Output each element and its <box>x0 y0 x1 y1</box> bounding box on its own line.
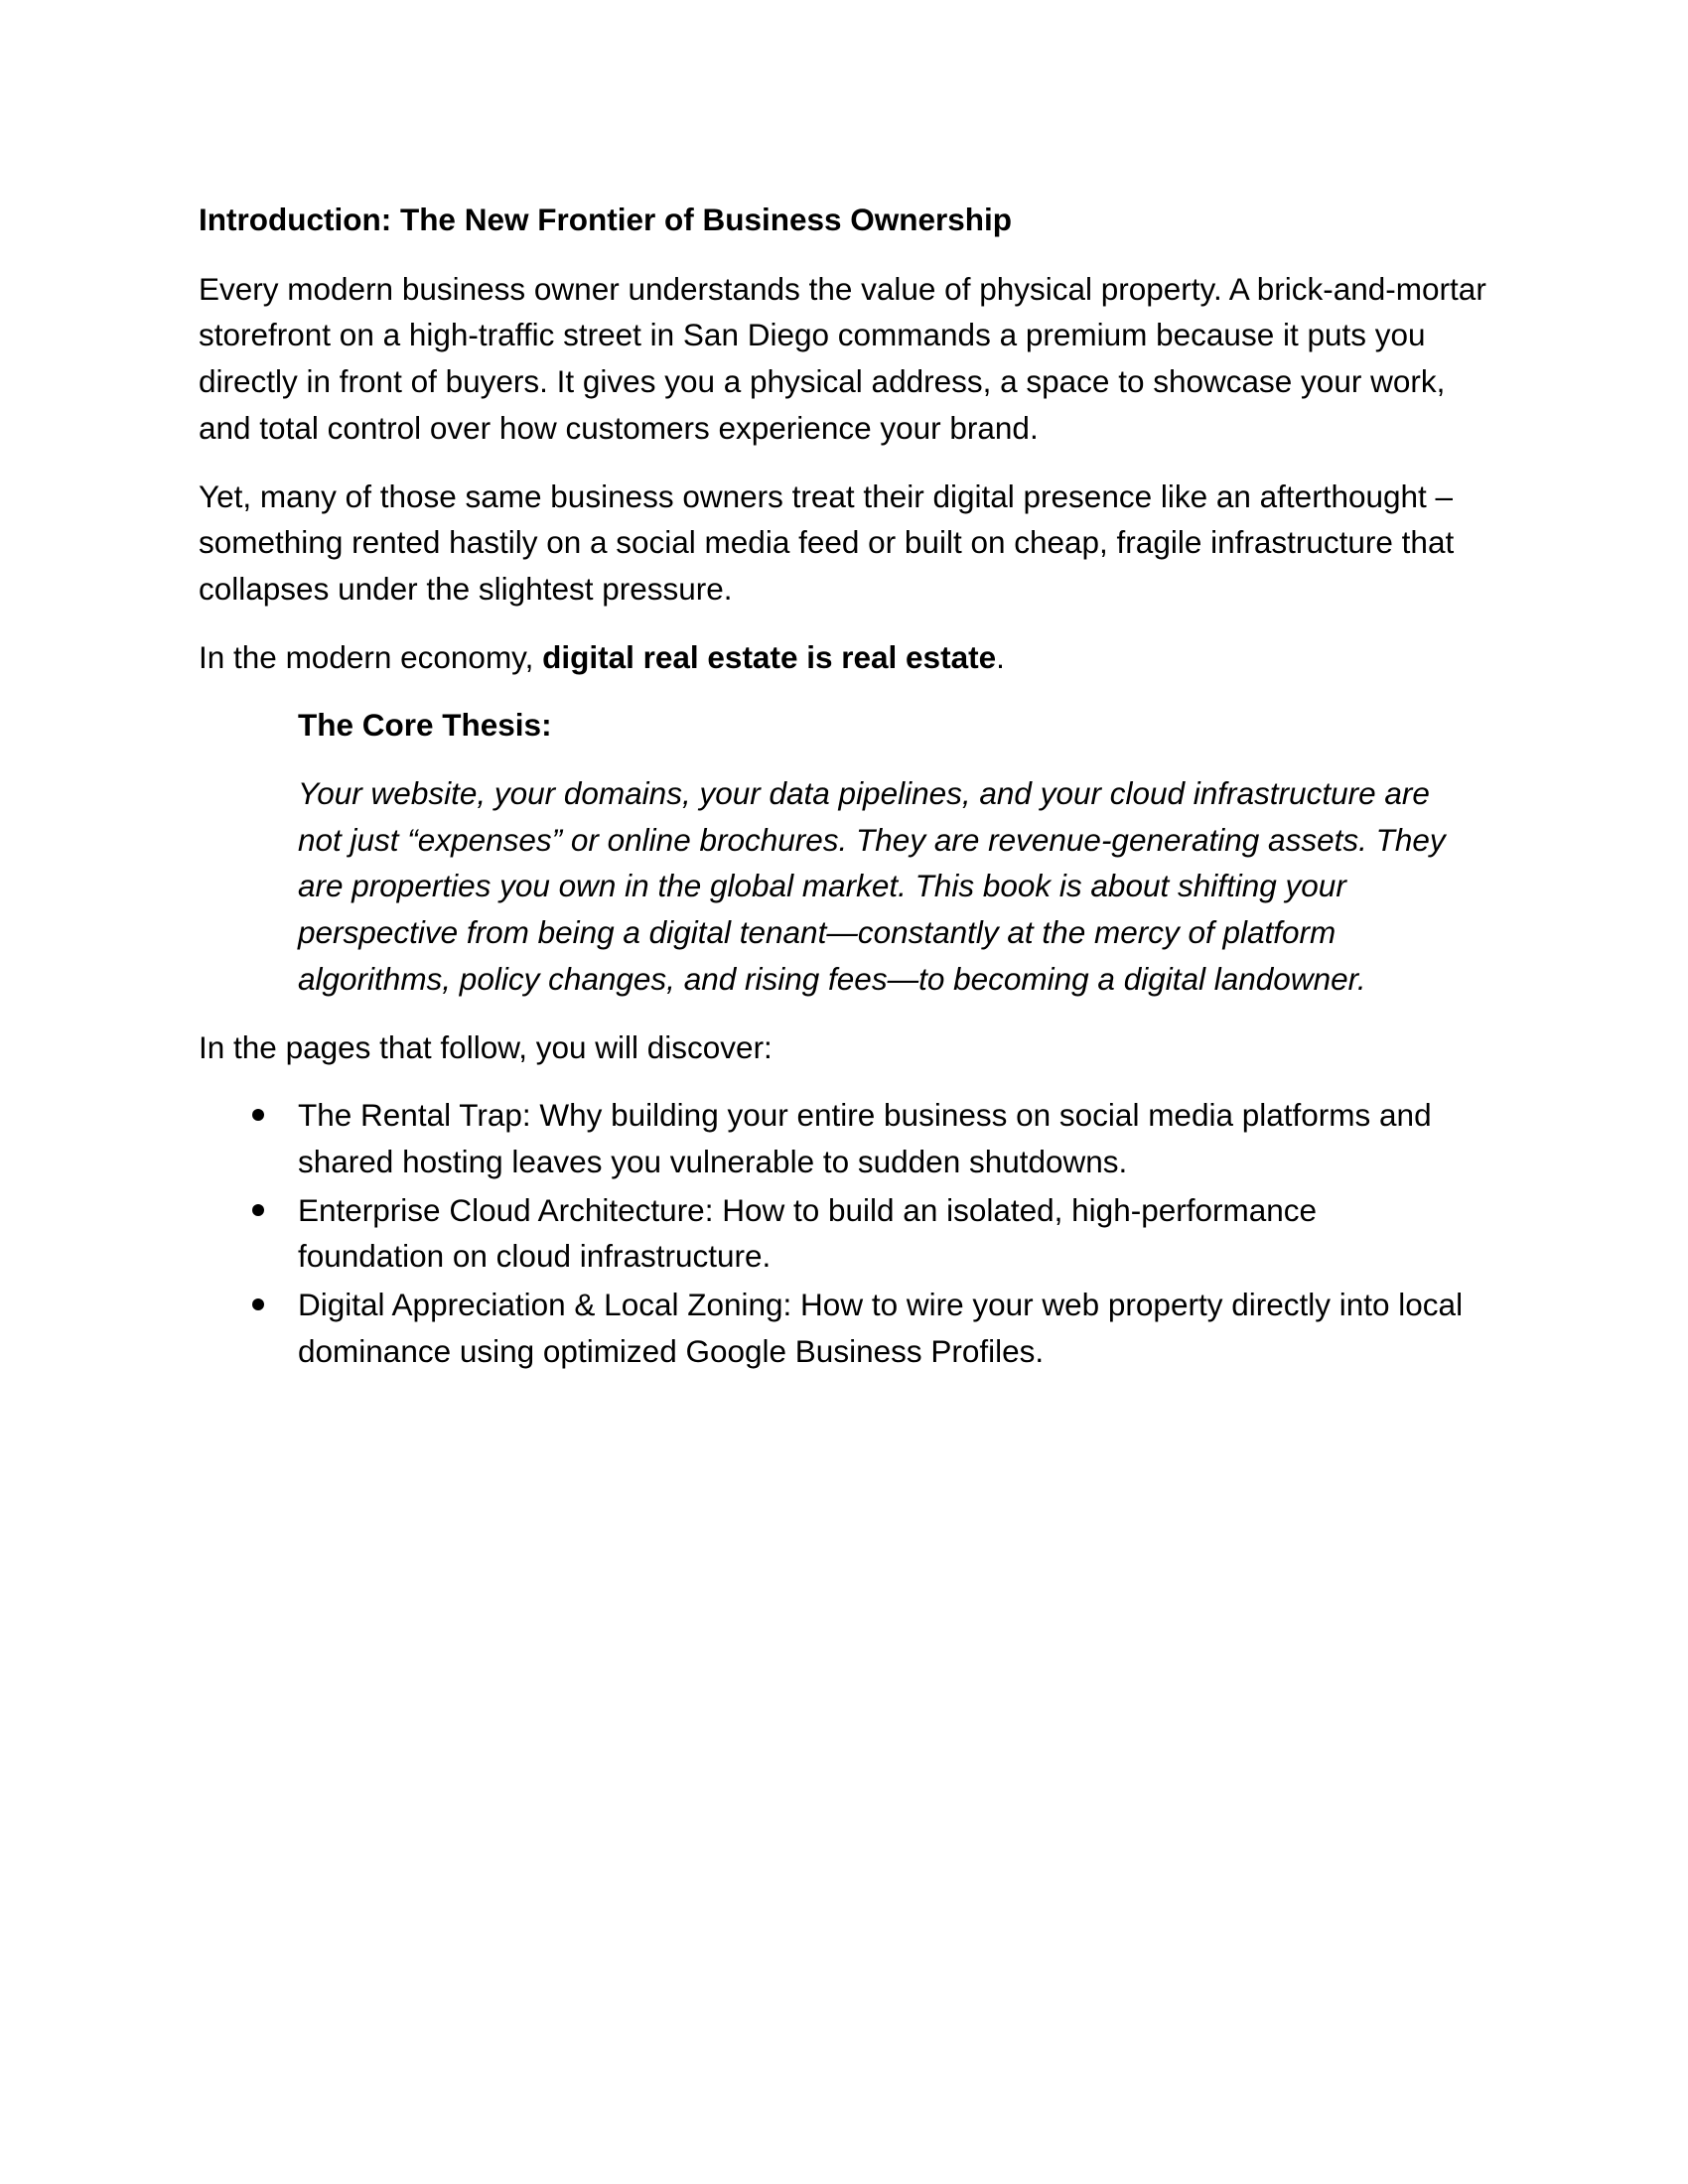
thesis-title: The Core Thesis: <box>298 707 552 744</box>
paragraph-digital-real-estate <box>199 634 1499 681</box>
list-item-text: Digital Appreciation & Local Zoning: How to wire your web property directly into local dominance using optimized Google Business Profiles. <box>298 1287 1464 1369</box>
paragraph-suffix: . <box>996 638 1005 675</box>
discovery-list <box>199 1092 1499 1374</box>
core-thesis-block <box>298 702 1470 1002</box>
paragraph-physical-property: Every modern business owner understands the value of physical property. A brick-and-mortar storefront on a high-traffic street in San Diego commands a premium because it puts you directly in front of buyers. It gives you a physical address, a space to showcase your work, and total control over how customers experience your brand. <box>199 270 1486 446</box>
list-item <box>199 1092 1499 1184</box>
bullet-icon <box>252 1298 264 1310</box>
list-item-text: Enterprise Cloud Architecture: How to build an isolated, high-performance foundation on cloud infrastructure. <box>298 1191 1318 1275</box>
list-item <box>199 1282 1499 1374</box>
paragraph-digital-presence: Yet, many of those same business owners treat their digital presence like an afterthought – something rented hastily on a social media feed or built on cheap, fragile infrastructure that collapses under the slightest pressure. <box>199 478 1455 607</box>
list-item <box>199 1187 1499 1280</box>
list-intro: In the pages that follow, you will discover: <box>199 1028 773 1065</box>
emphasis-text: digital real estate is real estate <box>542 638 997 675</box>
list-item-text: The Rental Trap: Why building your entire business on social media platforms and shared hosting leaves you vulnerable to sudden shutdowns. <box>298 1097 1432 1179</box>
paragraph-prefix: In the modern economy, <box>199 638 543 675</box>
thesis-body: Your website, your domains, your data pipelines, and your cloud infrastructure are not just “expenses” or online brochures. They are revenue-generating assets. They are properties you own in the global market. This book is about shifting your perspective from being a digital tenant—constantly at the mercy of platform algorithms, policy changes, and rising fees—to becoming a digital landowner. <box>298 775 1446 997</box>
document-page <box>199 197 1499 1376</box>
section-heading: Introduction: The New Frontier of Business Ownership <box>199 202 1013 237</box>
bullet-icon <box>252 1109 264 1121</box>
bullet-icon <box>252 1204 264 1216</box>
